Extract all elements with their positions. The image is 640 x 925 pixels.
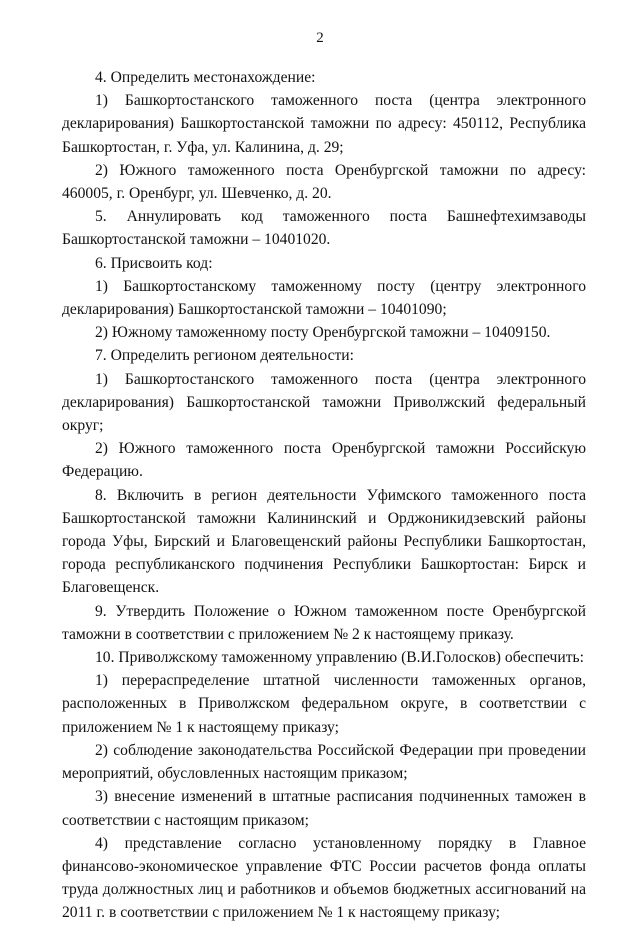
document-body — [62, 66, 586, 925]
paragraph-item-6-1: 1) Башкортостанскому таможенному посту (центру электронного декларирования) Башкортостанской таможни – 10401090; — [62, 277, 586, 319]
page-number: 2 — [316, 30, 324, 46]
paragraph-item-4-1: 1) Башкортостанского таможенного поста (центра электронного декларирования) Башкортостанской таможни по адресу: 450112, Республика Башкортостан, г. Уфа, ул. Калинина, д. 29; — [62, 92, 586, 156]
paragraph-item-10-2: 2) соблюдение законодательства Российской Федерации при проведении мероприятий, обусловленных настоящим приказом; — [62, 741, 586, 783]
paragraph-item-10-3: 3) внесение изменений в штатные расписания подчиненных таможен в соответствии с настоящим приказом; — [62, 788, 586, 829]
paragraph-item-10: 10. Приволжскому таможенному управлению (В.И.Голосков) обеспечить: — [95, 649, 584, 667]
paragraph-item-6-2: 2) Южному таможенному посту Оренбургской таможни – 10409150. — [95, 324, 551, 342]
paragraph-item-5: 5. Аннулировать код таможенного поста Башнефтехимзаводы Башкортостанской таможни – 10401020. — [62, 208, 586, 249]
paragraph-item-7-1: 1) Башкортостанского таможенного поста (центра электронного декларирования) Башкортостанской таможни Приволжский федеральный округ; — [62, 370, 586, 435]
paragraph-item-4-2: 2) Южного таможенного поста Оренбургской таможни по адресу: 460005, г. Оренбург, ул. Шевченко, д. 20. — [62, 161, 586, 203]
paragraph-item-7-2: 2) Южного таможенного поста Оренбургской таможни Российскую Федерацию. — [62, 440, 586, 481]
paragraph-item-9: 9. Утвердить Положение о Южном таможенном посте Оренбургской таможни в соответствии с приложением № 2 к настоящему приказу. — [62, 602, 586, 643]
paragraph-item-10-1: 1) перераспределение штатной численности таможенных органов, расположенных в Приволжском федеральном округе, в соответствии с приложением № 1 к настоящему приказу; — [62, 672, 586, 736]
paragraph-item-4: 4. Определить местонахождение: — [95, 69, 316, 86]
paragraph-item-6: 6. Присвоить код: — [95, 254, 213, 272]
paragraph-item-8: 8. Включить в регион деятельности Уфимского таможенного поста Башкортостанской таможни Калининский и Орджоникидзевский районы города Уфы, Бирский и Благовещенский районы Республики Башкортостан, города республиканского подчинения Республики Башкортостан: Бирск и Благовещенск. — [62, 486, 586, 597]
paragraph-item-10-4: 4) представление согласно установленному порядку в Главное финансово-экономическое управление ФТС России расчетов фонда оплаты труда должностных лиц и работников и объемов бюджетных ассигнований на 2011 г. в соответствии с приложением № 1 к настоящему приказу; — [62, 834, 586, 922]
paragraph-item-7: 7. Определить регионом деятельности: — [95, 347, 354, 365]
